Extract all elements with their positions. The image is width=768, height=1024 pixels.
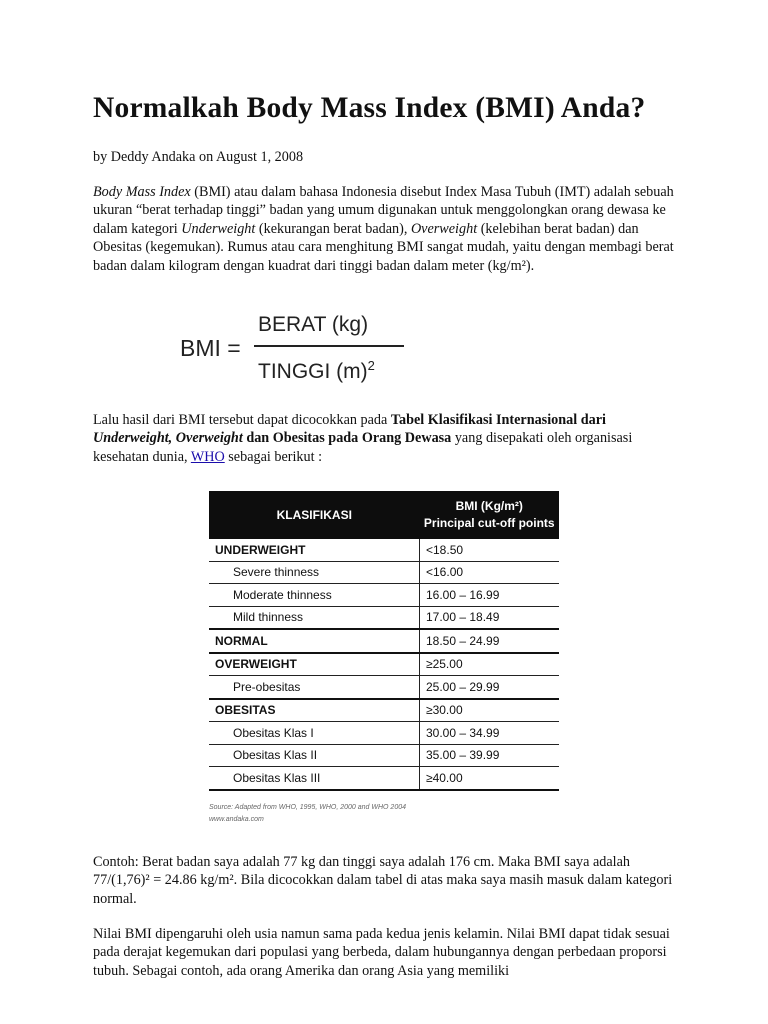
table-row bbox=[209, 767, 559, 790]
row-value: ≥40.00 bbox=[420, 767, 560, 790]
table-row bbox=[209, 722, 559, 745]
term-bmi: Body Mass Index bbox=[93, 184, 191, 200]
header-bmi-line1: BMI (Kg/m²) bbox=[455, 499, 523, 513]
row-value: 16.00 – 16.99 bbox=[420, 584, 560, 607]
source-note: Source: Adapted from WHO, 1995, WHO, 2000 and WHO 2004 bbox=[209, 804, 406, 811]
term-underweight: Underweight bbox=[181, 220, 256, 237]
formula-denominator: TINGGI (m) bbox=[258, 360, 368, 383]
source-site: www.andaka.com bbox=[209, 816, 264, 823]
row-value: ≥30.00 bbox=[420, 699, 560, 722]
table-header-row bbox=[209, 491, 559, 539]
intro-paragraph bbox=[93, 183, 683, 275]
row-value: 35.00 – 39.99 bbox=[420, 744, 560, 767]
table-source bbox=[209, 802, 406, 826]
example-paragraph: Contoh: Berat badan saya adalah 77 kg dan tinggi saya adalah 176 cm. Maka BMI saya adalah 77/(1,76)² = 24.86 kg/m². Bila dicocokkan dalam tabel di atas maka saya masih masuk dalam kategori normal. bbox=[93, 854, 673, 907]
byline: by Deddy Andaka on August 1, 2008 bbox=[93, 149, 304, 165]
header-klasifikasi: KLASIFIKASI bbox=[209, 491, 420, 539]
bmi-classification-table bbox=[209, 491, 559, 791]
row-value: 30.00 – 34.99 bbox=[420, 722, 560, 745]
formula-exponent: 2 bbox=[367, 358, 375, 373]
row-value: 17.00 – 18.49 bbox=[420, 606, 560, 629]
table-row bbox=[209, 539, 559, 561]
row-value: ≥25.00 bbox=[420, 653, 560, 676]
formula-denominator-wrap bbox=[258, 358, 375, 384]
row-value: <16.00 bbox=[420, 561, 560, 584]
row-label: Moderate thinness bbox=[209, 584, 420, 607]
intro-text-3: (kelebihan berat badan) dan Obesitas (kegemukan). Rumus atau cara menghitung BMI sangat mudah, yaitu dengan membagi berat badan dalam kilogram dengan kuadrat dari tinggi badan dalam meter (kg/m²). bbox=[93, 220, 674, 274]
table-row bbox=[209, 629, 559, 653]
formula-numerator: BERAT (kg) bbox=[258, 313, 369, 336]
table-row bbox=[209, 653, 559, 676]
note-paragraph: Nilai BMI dipengaruhi oleh usia namun sama pada kedua jenis kelamin. Nilai BMI dapat tidak sesuai pada derajat kegemukan dari populasi yang berbeda, dalam hubungannya dengan perbedaan proporsi tubuh. Sebagai contoh, ada orang Amerika dan orang Asia yang memiliki bbox=[93, 926, 670, 979]
bmi-formula bbox=[180, 308, 410, 388]
row-label: Obesitas Klas II bbox=[209, 744, 420, 767]
who-link[interactable]: WHO bbox=[190, 448, 225, 465]
table-row bbox=[209, 744, 559, 767]
row-value: 18.50 – 24.99 bbox=[420, 629, 560, 653]
table-row bbox=[209, 584, 559, 607]
class-bold-italic: Underweight, Overweight bbox=[93, 430, 243, 447]
class-text-2: yang disepakati oleh organisasi kesehatan dunia, bbox=[93, 430, 633, 465]
intro-text-1: (BMI) atau dalam bahasa Indonesia disebut Index Masa Tubuh (IMT) adalah sebuah ukuran “berat terhadap tinggi” badan yang umum digunakan untuk menggolongkan orang dewasa ke dalam kategori bbox=[93, 184, 674, 237]
row-label: NORMAL bbox=[209, 629, 420, 653]
row-label: Obesitas Klas III bbox=[209, 767, 420, 790]
header-bmi-line2: Principal cut-off points bbox=[423, 516, 555, 530]
row-label: OVERWEIGHT bbox=[209, 653, 420, 676]
class-text-3: sebagai berikut : bbox=[224, 448, 323, 465]
table-row bbox=[209, 699, 559, 722]
row-label: Severe thinness bbox=[209, 561, 420, 584]
term-overweight: Overweight bbox=[410, 220, 478, 237]
class-bold-1: Tabel Klasifikasi Internasional dari bbox=[390, 412, 606, 428]
formula-fraction-bar bbox=[254, 345, 404, 347]
class-text-1: Lalu hasil dari BMI tersebut dapat dicocokkan pada bbox=[93, 412, 391, 428]
formula-lhs: BMI = bbox=[180, 335, 241, 361]
header-bmi bbox=[420, 491, 560, 539]
intro-text-2: (kekurangan berat badan), bbox=[255, 220, 411, 237]
row-value: 25.00 – 29.99 bbox=[420, 676, 560, 699]
row-label: OBESITAS bbox=[209, 699, 420, 722]
row-label: Mild thinness bbox=[209, 606, 420, 629]
class-bold-2: dan Obesitas pada Orang Dewasa bbox=[242, 430, 452, 447]
table-row bbox=[209, 606, 559, 629]
row-value: <18.50 bbox=[420, 539, 560, 561]
row-label: Pre-obesitas bbox=[209, 676, 420, 699]
page-title: Normalkah Body Mass Index (BMI) Anda? bbox=[93, 92, 646, 124]
classification-paragraph bbox=[93, 411, 683, 466]
row-label: UNDERWEIGHT bbox=[209, 539, 420, 561]
table-row bbox=[209, 561, 559, 584]
row-label: Obesitas Klas I bbox=[209, 722, 420, 745]
table-row bbox=[209, 676, 559, 699]
